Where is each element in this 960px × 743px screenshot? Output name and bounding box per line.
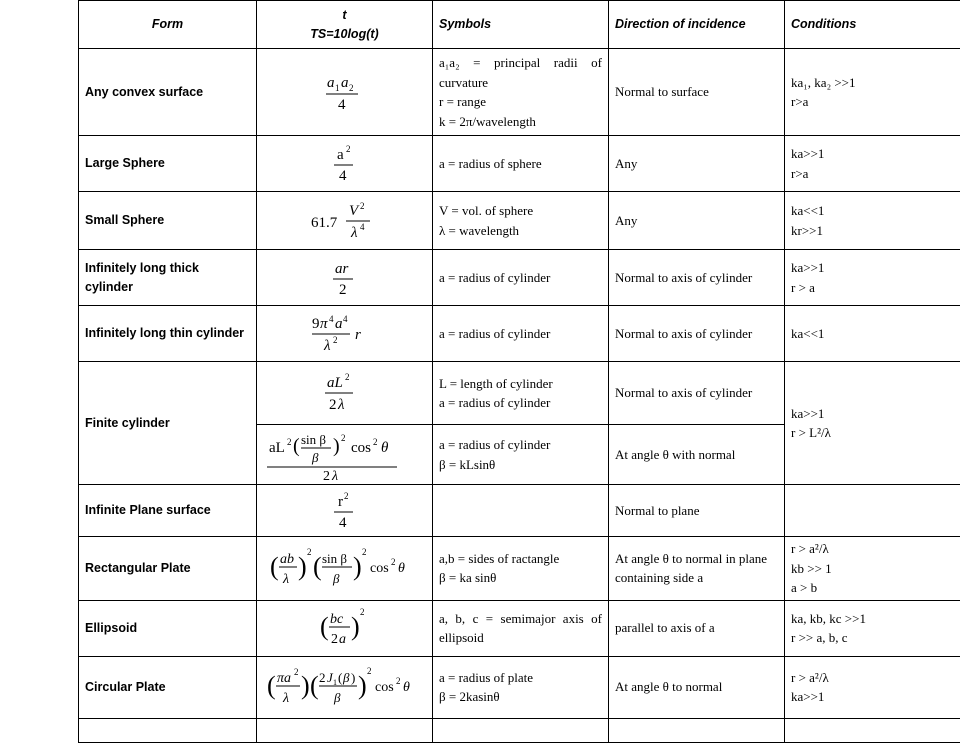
conditions-cell bbox=[785, 306, 960, 362]
svg-text:r: r bbox=[355, 327, 361, 343]
form-cell: Finite cylinder bbox=[79, 362, 257, 485]
direction-cell: At angle θ to normal bbox=[609, 656, 785, 718]
formula-cell bbox=[257, 192, 433, 250]
form-cell: Small Sphere bbox=[79, 192, 257, 250]
svg-text:2: 2 bbox=[360, 607, 365, 617]
symbols-cell bbox=[433, 537, 609, 601]
formula-plane bbox=[333, 491, 357, 531]
formula-ellipsoid bbox=[320, 605, 370, 651]
formula-rectangular-plate bbox=[270, 545, 420, 591]
direction-cell: Any bbox=[609, 192, 785, 250]
formula-cell bbox=[257, 485, 433, 537]
table-row bbox=[79, 537, 960, 601]
svg-text:): ) bbox=[351, 670, 355, 685]
symbol-line: a,b = sides of ractangle bbox=[439, 549, 602, 569]
svg-text:πa: πa bbox=[277, 671, 291, 686]
formula-cell bbox=[257, 425, 433, 485]
svg-text:a: a bbox=[327, 75, 335, 91]
conditions-cell bbox=[785, 362, 960, 485]
svg-text:2: 2 bbox=[341, 433, 346, 443]
svg-text:cos: cos bbox=[370, 561, 389, 576]
svg-text:θ: θ bbox=[403, 680, 410, 695]
symbols-cell bbox=[433, 136, 609, 192]
svg-text:π: π bbox=[320, 316, 328, 332]
table-row bbox=[79, 136, 960, 192]
symbols-cell bbox=[433, 250, 609, 306]
svg-text:2: 2 bbox=[349, 83, 354, 93]
conditions-cell bbox=[785, 718, 960, 742]
svg-text:61.7: 61.7 bbox=[311, 215, 338, 231]
condition-line: r > L²/λ bbox=[791, 423, 954, 443]
svg-text:(: ( bbox=[310, 671, 319, 700]
table-row bbox=[79, 362, 960, 425]
symbols-cell bbox=[433, 485, 609, 537]
svg-text:4: 4 bbox=[339, 168, 347, 184]
svg-text:cos: cos bbox=[351, 440, 371, 456]
symbols-cell bbox=[433, 656, 609, 718]
svg-text:(: ( bbox=[338, 670, 342, 685]
svg-text:(: ( bbox=[320, 612, 329, 641]
svg-text:bc: bc bbox=[330, 612, 344, 627]
svg-text:4: 4 bbox=[343, 314, 348, 324]
direction-cell: Normal to surface bbox=[609, 49, 785, 136]
symbols-cell bbox=[433, 192, 609, 250]
svg-text:4: 4 bbox=[329, 314, 334, 324]
svg-text:sin β: sin β bbox=[301, 432, 326, 447]
condition-line: ka<<1 bbox=[791, 324, 954, 344]
conditions-cell bbox=[785, 600, 960, 656]
header-direction: Direction of incidence bbox=[609, 1, 785, 49]
form-cell: Rectangular Plate bbox=[79, 537, 257, 601]
svg-text:(: ( bbox=[293, 435, 300, 457]
formula-cell bbox=[257, 718, 433, 742]
table-row bbox=[79, 306, 960, 362]
svg-text:aL: aL bbox=[269, 440, 285, 456]
condition-line: ka>>1 bbox=[791, 144, 954, 164]
svg-text:(: ( bbox=[270, 552, 279, 581]
direction-cell: At angle θ to normal in plane containing side a bbox=[609, 537, 785, 601]
svg-text:r: r bbox=[338, 494, 343, 510]
header-ts bbox=[257, 1, 433, 49]
form-cell bbox=[79, 718, 257, 742]
header-ts-t: t bbox=[263, 6, 426, 25]
symbol-line: β = 2kasinθ bbox=[439, 687, 602, 707]
direction-cell bbox=[609, 718, 785, 742]
svg-text:β: β bbox=[332, 571, 340, 586]
condition-line: ka>>1 bbox=[791, 258, 954, 278]
svg-text:2: 2 bbox=[339, 282, 347, 298]
symbol-line: k = 2π/wavelength bbox=[439, 112, 602, 132]
header-form: Form bbox=[79, 1, 257, 49]
svg-text:θ: θ bbox=[398, 561, 405, 576]
formula-finite-cylinder bbox=[325, 372, 365, 414]
header-ts-formula: TS=10log(t) bbox=[263, 25, 426, 44]
symbol-line: a = radius of cylinder bbox=[439, 324, 602, 344]
symbol-line: a = radius of cylinder bbox=[439, 435, 602, 455]
direction-cell: parallel to axis of a bbox=[609, 600, 785, 656]
condition-line: r > a bbox=[791, 278, 954, 298]
formula-cell bbox=[257, 250, 433, 306]
formula-cell bbox=[257, 537, 433, 601]
form-cell: Circular Plate bbox=[79, 656, 257, 718]
svg-text:): ) bbox=[333, 435, 340, 457]
svg-text:2: 2 bbox=[367, 666, 372, 676]
formula-cell bbox=[257, 362, 433, 425]
table-row bbox=[79, 250, 960, 306]
symbols-cell bbox=[433, 600, 609, 656]
formula-cell bbox=[257, 306, 433, 362]
symbol-line: r = range bbox=[439, 92, 602, 112]
svg-text:2: 2 bbox=[331, 632, 338, 647]
symbol-line: a = radius of cylinder bbox=[439, 393, 602, 413]
header-conditions: Conditions bbox=[785, 1, 960, 49]
svg-text:V: V bbox=[349, 203, 360, 219]
formula-finite-cylinder-angle bbox=[265, 430, 425, 480]
symbol-line: a₁a₂ = principal radii of curvature bbox=[439, 53, 602, 92]
formula-cell bbox=[257, 136, 433, 192]
symbol-line: β = ka sinθ bbox=[439, 568, 602, 588]
svg-text:cos: cos bbox=[375, 680, 394, 695]
condition-line: kb >> 1 bbox=[791, 559, 954, 579]
symbol-line: a = radius of sphere bbox=[439, 154, 602, 174]
svg-text:2: 2 bbox=[362, 547, 367, 557]
svg-text:λ: λ bbox=[337, 397, 345, 413]
svg-text:1: 1 bbox=[333, 678, 337, 687]
svg-text:2: 2 bbox=[346, 144, 351, 154]
svg-text:ar: ar bbox=[335, 261, 349, 277]
condition-line: ka>>1 bbox=[791, 404, 954, 424]
table-row bbox=[79, 192, 960, 250]
formula-circular-plate bbox=[267, 664, 423, 710]
svg-text:1: 1 bbox=[335, 83, 340, 93]
svg-text:λ: λ bbox=[282, 572, 289, 587]
condition-line: kr>>1 bbox=[791, 221, 954, 241]
symbols-cell bbox=[433, 306, 609, 362]
condition-line: ka<<1 bbox=[791, 201, 954, 221]
table-row bbox=[79, 600, 960, 656]
direction-cell: Normal to axis of cylinder bbox=[609, 306, 785, 362]
svg-text:): ) bbox=[301, 671, 310, 700]
table-row bbox=[79, 718, 960, 742]
table-row bbox=[79, 49, 960, 136]
svg-text:2: 2 bbox=[333, 335, 338, 345]
svg-text:a: a bbox=[335, 316, 343, 332]
svg-text:): ) bbox=[358, 671, 367, 700]
table-row bbox=[79, 485, 960, 537]
svg-text:β: β bbox=[333, 690, 341, 705]
form-cell: Any convex surface bbox=[79, 49, 257, 136]
symbols-cell bbox=[433, 718, 609, 742]
formula-convex bbox=[325, 72, 365, 112]
condition-line: r > a²/λ bbox=[791, 539, 954, 559]
svg-text:β: β bbox=[311, 450, 319, 465]
table-row bbox=[79, 656, 960, 718]
conditions-cell bbox=[785, 49, 960, 136]
svg-text:2: 2 bbox=[345, 372, 350, 382]
formula-thin-cylinder bbox=[312, 313, 378, 355]
header-row bbox=[79, 1, 960, 49]
conditions-cell bbox=[785, 250, 960, 306]
svg-text:λ: λ bbox=[282, 691, 289, 706]
svg-text:(: ( bbox=[313, 552, 322, 581]
svg-text:2: 2 bbox=[396, 676, 401, 686]
condition-line: ka₁, ka₂ >>1 bbox=[791, 73, 954, 93]
svg-text:a: a bbox=[341, 75, 349, 91]
svg-text:a: a bbox=[339, 632, 346, 647]
direction-cell: Normal to axis of cylinder bbox=[609, 250, 785, 306]
formula-large-sphere bbox=[333, 144, 357, 184]
svg-text:4: 4 bbox=[339, 515, 347, 531]
svg-text:): ) bbox=[353, 552, 362, 581]
form-cell: Infinitely long thin cylinder bbox=[79, 306, 257, 362]
conditions-cell bbox=[785, 485, 960, 537]
svg-text:2: 2 bbox=[307, 547, 312, 557]
condition-line: ka>>1 bbox=[791, 687, 954, 707]
form-cell: Infinite Plane surface bbox=[79, 485, 257, 537]
svg-text:β: β bbox=[342, 670, 350, 685]
direction-cell: Normal to plane bbox=[609, 485, 785, 537]
svg-text:λ: λ bbox=[350, 225, 358, 241]
svg-text:ab: ab bbox=[280, 552, 294, 567]
symbol-line: λ = wavelength bbox=[439, 221, 602, 241]
conditions-cell bbox=[785, 136, 960, 192]
svg-text:sin β: sin β bbox=[322, 551, 347, 566]
symbols-cell bbox=[433, 425, 609, 485]
formula-cell bbox=[257, 49, 433, 136]
direction-cell: Normal to axis of cylinder bbox=[609, 362, 785, 425]
condition-line: ka, kb, kc >>1 bbox=[791, 609, 954, 629]
svg-text:aL: aL bbox=[327, 375, 343, 391]
svg-text:θ: θ bbox=[381, 440, 389, 456]
condition-line: r >> a, b, c bbox=[791, 628, 954, 648]
svg-text:2: 2 bbox=[373, 437, 378, 447]
form-cell: Infinitely long thick cylinder bbox=[79, 250, 257, 306]
svg-text:2: 2 bbox=[391, 557, 396, 567]
svg-text:2: 2 bbox=[294, 667, 299, 677]
formula-small-sphere bbox=[309, 200, 381, 242]
conditions-cell bbox=[785, 192, 960, 250]
condition-line: r>a bbox=[791, 164, 954, 184]
svg-text:J: J bbox=[327, 670, 334, 685]
form-cell: Ellipsoid bbox=[79, 600, 257, 656]
formula-thick-cylinder bbox=[333, 258, 357, 298]
target-strength-table bbox=[78, 0, 960, 743]
svg-text:2: 2 bbox=[360, 201, 365, 211]
svg-text:a: a bbox=[337, 147, 344, 163]
svg-text:4: 4 bbox=[338, 97, 346, 113]
svg-text:2: 2 bbox=[319, 670, 326, 685]
symbol-line: a = radius of plate bbox=[439, 668, 602, 688]
svg-text:λ: λ bbox=[323, 338, 331, 354]
direction-cell: Any bbox=[609, 136, 785, 192]
svg-text:): ) bbox=[351, 612, 360, 641]
condition-line: r > a²/λ bbox=[791, 668, 954, 688]
condition-line: r>a bbox=[791, 92, 954, 112]
conditions-cell bbox=[785, 537, 960, 601]
symbol-line: V = vol. of sphere bbox=[439, 201, 602, 221]
formula-cell bbox=[257, 600, 433, 656]
svg-text:2: 2 bbox=[287, 437, 292, 447]
form-cell: Large Sphere bbox=[79, 136, 257, 192]
formula-cell bbox=[257, 656, 433, 718]
symbols-cell bbox=[433, 49, 609, 136]
svg-text:(: ( bbox=[267, 671, 276, 700]
symbol-line: β = kLsinθ bbox=[439, 455, 602, 475]
svg-text:9: 9 bbox=[312, 316, 320, 332]
svg-text:2: 2 bbox=[323, 469, 330, 484]
condition-line: a > b bbox=[791, 578, 954, 598]
direction-cell: At angle θ with normal bbox=[609, 425, 785, 485]
symbols-cell bbox=[433, 362, 609, 425]
svg-text:λ: λ bbox=[331, 469, 338, 484]
svg-text:4: 4 bbox=[360, 222, 365, 232]
symbol-line: a, b, c = semimajor axis of ellipsoid bbox=[439, 609, 602, 648]
header-symbols: Symbols bbox=[433, 1, 609, 49]
svg-text:2: 2 bbox=[329, 397, 337, 413]
svg-text:2: 2 bbox=[344, 491, 349, 501]
svg-text:): ) bbox=[298, 552, 307, 581]
symbol-line: a = radius of cylinder bbox=[439, 268, 602, 288]
conditions-cell bbox=[785, 656, 960, 718]
symbol-line: L = length of cylinder bbox=[439, 374, 602, 394]
